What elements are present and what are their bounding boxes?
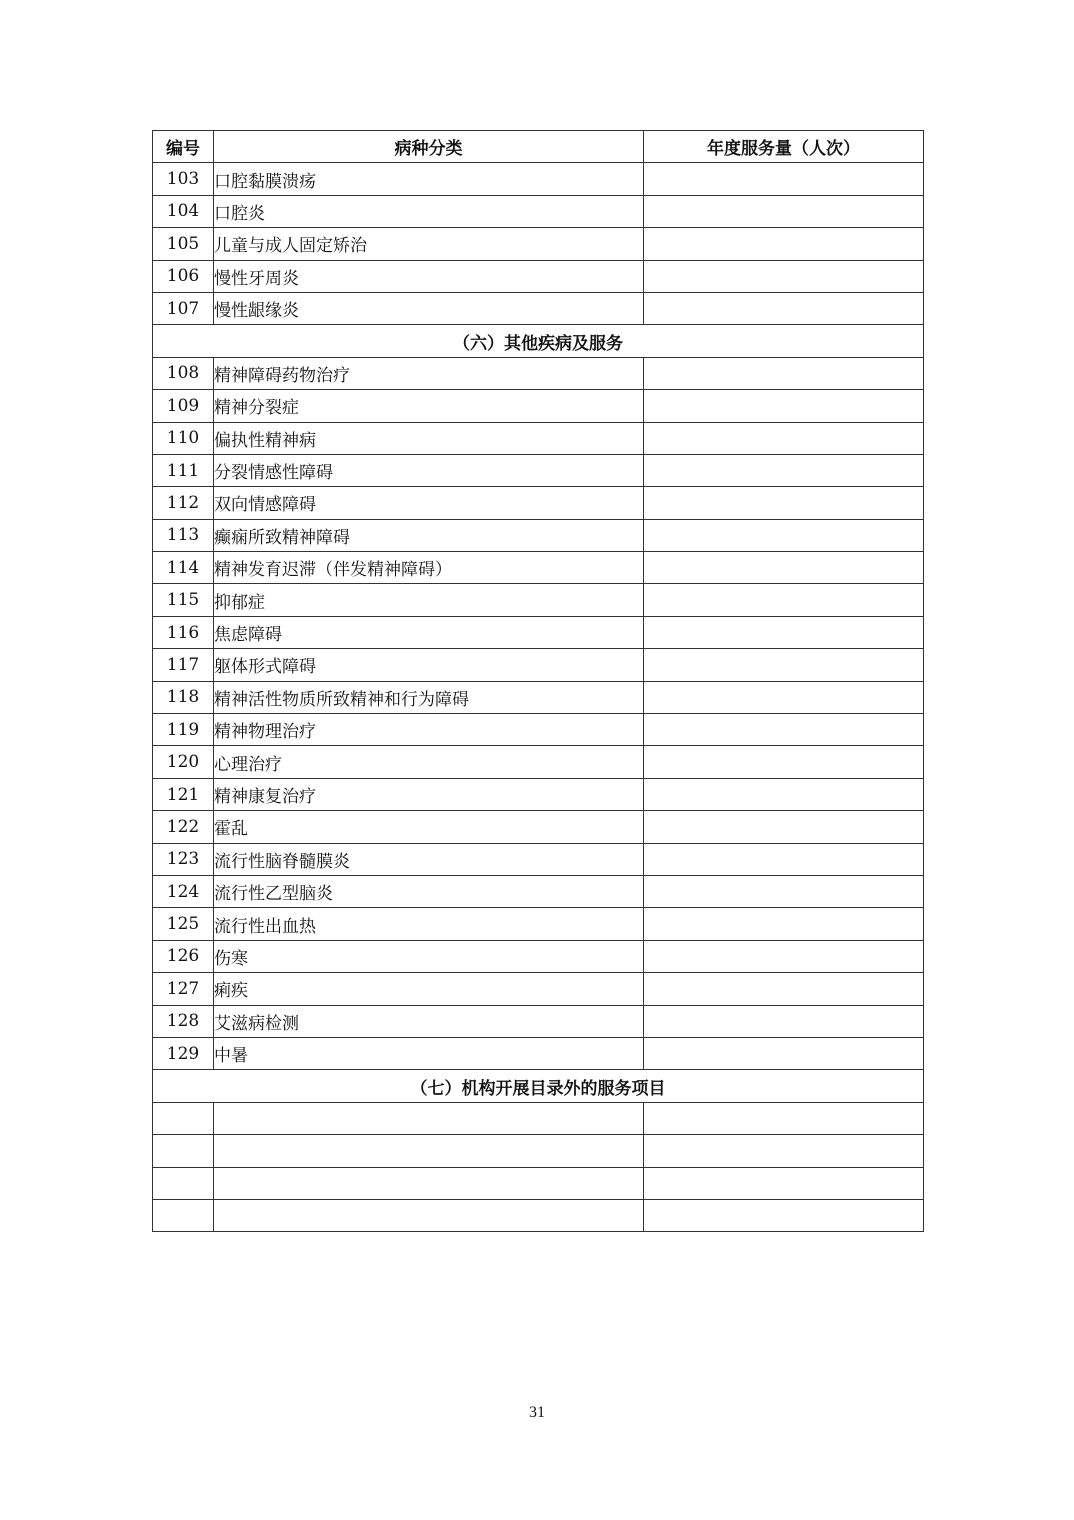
row-volume-cell[interactable] (644, 260, 924, 292)
row-number: 123 (153, 843, 214, 875)
row-category-name: 痢疾 (214, 973, 644, 1005)
row-volume-cell[interactable] (644, 714, 924, 746)
row-category-name: 分裂情感性障碍 (214, 454, 644, 486)
row-number: 126 (153, 940, 214, 972)
row-category-name (214, 1102, 644, 1134)
row-number: 121 (153, 778, 214, 810)
row-category-name: 精神活性物质所致精神和行为障碍 (214, 681, 644, 713)
row-number: 116 (153, 616, 214, 648)
row-volume-cell[interactable] (644, 1199, 924, 1231)
table-row (153, 714, 924, 746)
table-row (153, 584, 924, 616)
table-row (153, 1167, 924, 1199)
table-row (153, 1037, 924, 1069)
row-volume-cell[interactable] (644, 973, 924, 1005)
table-row (153, 843, 924, 875)
table-row (153, 260, 924, 292)
row-volume-cell[interactable] (644, 454, 924, 486)
page-number: 31 (529, 1404, 545, 1421)
row-category-name: 双向情感障碍 (214, 487, 644, 519)
table-row (153, 1135, 924, 1167)
row-volume-cell[interactable] (644, 746, 924, 778)
row-number: 105 (153, 228, 214, 260)
row-volume-cell[interactable] (644, 357, 924, 389)
row-volume-cell[interactable] (644, 519, 924, 551)
row-volume-cell[interactable] (644, 390, 924, 422)
row-category-name: 精神物理治疗 (214, 714, 644, 746)
row-number: 120 (153, 746, 214, 778)
row-volume-cell[interactable] (644, 875, 924, 907)
header-number: 编号 (153, 131, 214, 163)
table-body (153, 163, 924, 1232)
row-category-name: 精神发育迟滞（伴发精神障碍） (214, 552, 644, 584)
row-number: 110 (153, 422, 214, 454)
row-volume-cell[interactable] (644, 163, 924, 195)
row-number: 107 (153, 292, 214, 324)
row-category-name: 慢性牙周炎 (214, 260, 644, 292)
table-row (153, 163, 924, 195)
row-category-name: 抑郁症 (214, 584, 644, 616)
row-category-name: 伤寒 (214, 940, 644, 972)
row-category-name: 偏执性精神病 (214, 422, 644, 454)
row-number: 108 (153, 357, 214, 389)
table-row (153, 228, 924, 260)
row-volume-cell[interactable] (644, 778, 924, 810)
row-category-name: 慢性龈缘炎 (214, 292, 644, 324)
row-volume-cell[interactable] (644, 195, 924, 227)
row-category-name (214, 1199, 644, 1231)
row-number: 125 (153, 908, 214, 940)
row-number: 113 (153, 519, 214, 551)
row-volume-cell[interactable] (644, 1167, 924, 1199)
table-row (153, 616, 924, 648)
table-row (153, 292, 924, 324)
row-volume-cell[interactable] (644, 811, 924, 843)
row-number: 104 (153, 195, 214, 227)
table-row (153, 973, 924, 1005)
table-row (153, 552, 924, 584)
row-number (153, 1199, 214, 1231)
row-volume-cell[interactable] (644, 908, 924, 940)
section-row (153, 325, 924, 357)
row-volume-cell[interactable] (644, 616, 924, 648)
row-volume-cell[interactable] (644, 1135, 924, 1167)
row-number: 129 (153, 1037, 214, 1069)
table-row (153, 940, 924, 972)
row-category-name: 心理治疗 (214, 746, 644, 778)
table-row (153, 746, 924, 778)
table-row (153, 811, 924, 843)
row-volume-cell[interactable] (644, 584, 924, 616)
row-number: 128 (153, 1005, 214, 1037)
row-category-name: 流行性脑脊髓膜炎 (214, 843, 644, 875)
table-row (153, 1199, 924, 1231)
table-row (153, 454, 924, 486)
row-number (153, 1102, 214, 1134)
table-header-row (153, 131, 924, 163)
row-number: 111 (153, 454, 214, 486)
table-row (153, 649, 924, 681)
table-row (153, 1102, 924, 1134)
table-row (153, 487, 924, 519)
row-number: 112 (153, 487, 214, 519)
row-number (153, 1135, 214, 1167)
row-volume-cell[interactable] (644, 1037, 924, 1069)
service-volume-table (152, 130, 924, 1232)
row-category-name: 焦虑障碍 (214, 616, 644, 648)
row-category-name: 口腔黏膜溃疡 (214, 163, 644, 195)
row-number: 122 (153, 811, 214, 843)
row-number: 103 (153, 163, 214, 195)
section-row (153, 1070, 924, 1102)
row-number: 117 (153, 649, 214, 681)
row-number: 127 (153, 973, 214, 1005)
row-volume-cell[interactable] (644, 552, 924, 584)
table-row (153, 1005, 924, 1037)
row-number: 114 (153, 552, 214, 584)
row-number: 119 (153, 714, 214, 746)
row-number: 115 (153, 584, 214, 616)
row-volume-cell[interactable] (644, 292, 924, 324)
row-category-name: 躯体形式障碍 (214, 649, 644, 681)
header-volume: 年度服务量（人次） (644, 131, 924, 163)
row-category-name: 流行性乙型脑炎 (214, 875, 644, 907)
row-number (153, 1167, 214, 1199)
table-row (153, 778, 924, 810)
table-row (153, 422, 924, 454)
row-volume-cell[interactable] (644, 649, 924, 681)
row-category-name (214, 1167, 644, 1199)
table-row (153, 908, 924, 940)
row-number: 118 (153, 681, 214, 713)
row-volume-cell[interactable] (644, 487, 924, 519)
row-volume-cell[interactable] (644, 940, 924, 972)
table-row (153, 875, 924, 907)
table-row (153, 195, 924, 227)
header-category: 病种分类 (214, 131, 644, 163)
section-7-title: （七）机构开展目录外的服务项目 (153, 1070, 924, 1102)
row-number: 124 (153, 875, 214, 907)
row-category-name: 口腔炎 (214, 195, 644, 227)
row-volume-cell[interactable] (644, 228, 924, 260)
row-category-name: 精神分裂症 (214, 390, 644, 422)
table-row (153, 390, 924, 422)
table-row (153, 357, 924, 389)
row-volume-cell[interactable] (644, 1102, 924, 1134)
row-volume-cell[interactable] (644, 843, 924, 875)
row-number: 109 (153, 390, 214, 422)
row-category-name: 儿童与成人固定矫治 (214, 228, 644, 260)
row-category-name: 霍乱 (214, 811, 644, 843)
row-category-name: 流行性出血热 (214, 908, 644, 940)
row-volume-cell[interactable] (644, 422, 924, 454)
table-row (153, 681, 924, 713)
row-category-name (214, 1135, 644, 1167)
row-volume-cell[interactable] (644, 681, 924, 713)
row-category-name: 精神康复治疗 (214, 778, 644, 810)
row-category-name: 精神障碍药物治疗 (214, 357, 644, 389)
section-6-title: （六）其他疾病及服务 (153, 325, 924, 357)
table-row (153, 519, 924, 551)
row-volume-cell[interactable] (644, 1005, 924, 1037)
row-category-name: 艾滋病检测 (214, 1005, 644, 1037)
row-category-name: 中暑 (214, 1037, 644, 1069)
row-category-name: 癫痫所致精神障碍 (214, 519, 644, 551)
row-number: 106 (153, 260, 214, 292)
